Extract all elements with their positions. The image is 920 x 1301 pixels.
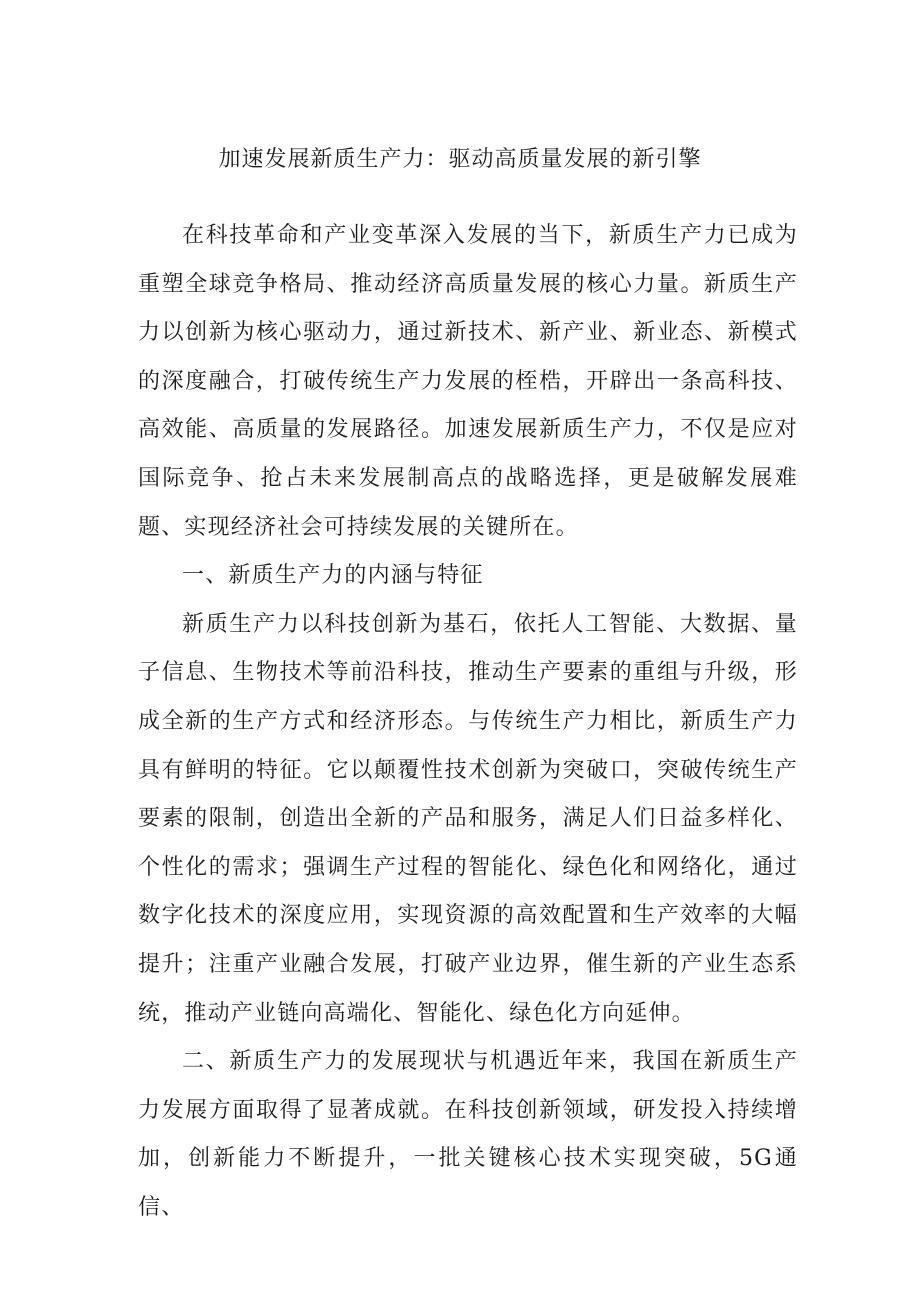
document-body [138, 212, 798, 1232]
section-heading-1: 一、新质生产力的内涵与特征 [182, 563, 484, 589]
paragraph-section-2: 二、新质生产力的发展现状与机遇近年来，我国在新质生产力发展方面取得了显著成就。在科技创新领域，研发投入持续增加，创新能力不断提升，一批关键核心技术实现突破，5G通信、 [138, 1049, 798, 1220]
paragraph-intro: 在科技革命和产业变革深入发展的当下，新质生产力已成为重塑全球竞争格局、推动经济高质量发展的核心力量。新质生产力以创新为核心驱动力，通过新技术、新产业、新业态、新模式的深度融合，打破传统生产力发展的桎梏，开辟出一条高科技、高效能、高质量的发展路径。加速发展新质生产力，不仅是应对国际竞争、抢占未来发展制高点的战略选择，更是破解发展难题、实现经济社会可持续发展的关键所在。 [138, 223, 798, 540]
paragraph-section-1: 新质生产力以科技创新为基石，依托人工智能、大数据、量子信息、生物技术等前沿科技，推动生产要素的重组与升级，形成全新的生产方式和经济形态。与传统生产力相比，新质生产力具有鲜明的特征。它以颠覆性技术创新为突破口，突破传统生产要素的限制，创造出全新的产品和服务，满足人们日益多样化、个性化的需求；强调生产过程的智能化、绿色化和网络化，通过数字化技术的深度应用，实现资源的高效配置和生产效率的大幅提升；注重产业融合发展，打破产业边界，催生新的产业生态系统，推动产业链向高端化、智能化、绿色化方向延伸。 [138, 611, 798, 1026]
document-title: 加速发展新质生产力：驱动高质量发展的新引擎 [218, 147, 702, 172]
